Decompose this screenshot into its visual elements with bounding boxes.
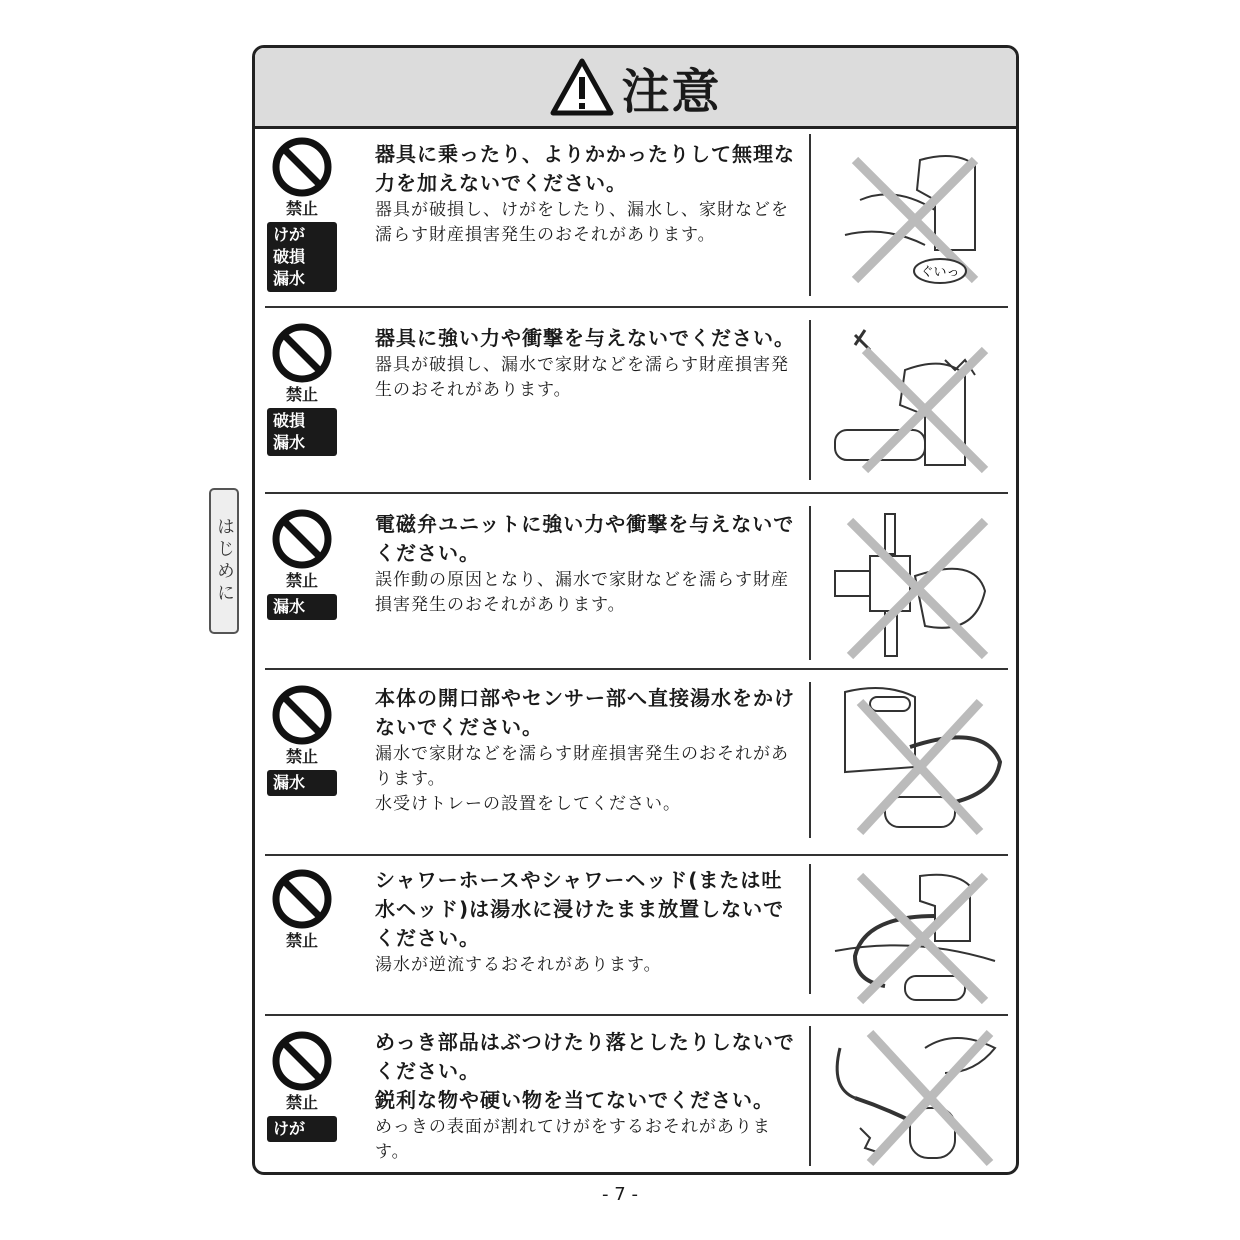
item-6-text xyxy=(375,1028,799,1165)
divider xyxy=(809,134,811,296)
item-heading: 本体の開口部やセンサー部へ直接湯水をかけないでください。 xyxy=(375,686,795,739)
illustration-spraying-sensor xyxy=(825,682,1005,840)
prohibition-icon xyxy=(271,136,333,198)
divider xyxy=(809,682,811,838)
hazard-tag: 破損 漏水 xyxy=(267,408,337,456)
prohibited-label: 禁止 xyxy=(285,385,318,404)
prohibition-icon xyxy=(271,868,333,930)
item-1-text xyxy=(375,140,799,248)
row-separator xyxy=(265,1014,1008,1016)
illustration-caption: ぐいっ xyxy=(920,265,960,280)
divider xyxy=(809,320,811,480)
item-body: めっきの表面が割れてけがをするおそれがあります。 xyxy=(375,1117,771,1162)
warning-triangle-icon xyxy=(549,57,615,117)
row-separator xyxy=(265,306,1008,308)
item-5-icons xyxy=(265,868,339,950)
row-separator xyxy=(265,854,1008,856)
item-6-icons xyxy=(265,1030,339,1142)
divider xyxy=(809,506,811,660)
caution-header xyxy=(255,48,1016,129)
row-separator xyxy=(265,492,1008,494)
item-body: 漏水で家財などを濡らす財産損害発生のおそれがあります。 水受けトレーの設置をしてください。 xyxy=(375,744,789,814)
hazard-tag: けが xyxy=(267,1116,337,1142)
item-body: 湯水が逆流するおそれがあります。 xyxy=(375,955,662,975)
prohibited-label: 禁止 xyxy=(285,1093,318,1112)
item-body: 誤作動の原因となり、漏水で家財などを濡らす財産損害発生のおそれがあります。 xyxy=(375,570,789,615)
item-2-text xyxy=(375,324,799,403)
hazard-tag: 漏水 xyxy=(267,770,337,796)
divider xyxy=(809,1026,811,1166)
item-5-text xyxy=(375,866,799,978)
item-4-text xyxy=(375,684,799,817)
prohibited-label: 禁止 xyxy=(285,199,318,218)
item-2-icons xyxy=(265,322,339,456)
side-tab-label: はじめに xyxy=(214,517,235,605)
item-4-icons xyxy=(265,684,339,796)
illustration-pushing-faucet xyxy=(825,140,1005,290)
side-tab-introduction[interactable] xyxy=(209,488,239,634)
item-heading: めっき部品はぶつけたり落としたりしないでください。 鋭利な物や硬い物を当てないでください。 xyxy=(375,1030,795,1112)
caution-title: 注意 xyxy=(621,63,722,120)
item-body: 器具が破損し、漏水で家財などを濡らす財産損害発生のおそれがあります。 xyxy=(375,355,789,400)
page-number: - 7 - xyxy=(602,1184,638,1205)
row-separator xyxy=(265,668,1008,670)
prohibition-icon xyxy=(271,322,333,384)
hazard-tag: けが 破損 漏水 xyxy=(267,222,337,292)
item-heading: 器具に強い力や衝撃を与えないでください。 xyxy=(375,326,795,350)
hazard-tag: 漏水 xyxy=(267,594,337,620)
item-body: 器具が破損し、けがをしたり、漏水し、家財などを濡らす財産損害発生のおそれがあります。 xyxy=(375,200,789,245)
item-heading: 電磁弁ユニットに強い力や衝撃を与えないでください。 xyxy=(375,512,795,565)
illustration-hose-in-water xyxy=(825,866,1005,1006)
divider xyxy=(809,864,811,994)
item-heading: シャワーホースやシャワーヘッド(または吐水ヘッド)は湯水に浸けたまま放置しないでください。 xyxy=(375,868,785,950)
prohibition-icon xyxy=(271,1030,333,1092)
prohibition-icon xyxy=(271,508,333,570)
illustration-hitting-faucet xyxy=(825,320,1005,482)
caution-panel xyxy=(252,45,1019,1175)
item-3-text xyxy=(375,510,799,618)
prohibited-label: 禁止 xyxy=(285,931,318,950)
item-heading: 器具に乗ったり、よりかかったりして無理な力を加えないでください。 xyxy=(375,142,795,195)
illustration-hitting-plated-part xyxy=(825,1028,1005,1168)
item-3-icons xyxy=(265,508,339,620)
prohibited-label: 禁止 xyxy=(285,571,318,590)
illustration-solenoid-valve xyxy=(825,506,1005,662)
prohibited-label: 禁止 xyxy=(285,747,318,766)
item-1-icons xyxy=(265,136,339,292)
prohibition-icon xyxy=(271,684,333,746)
